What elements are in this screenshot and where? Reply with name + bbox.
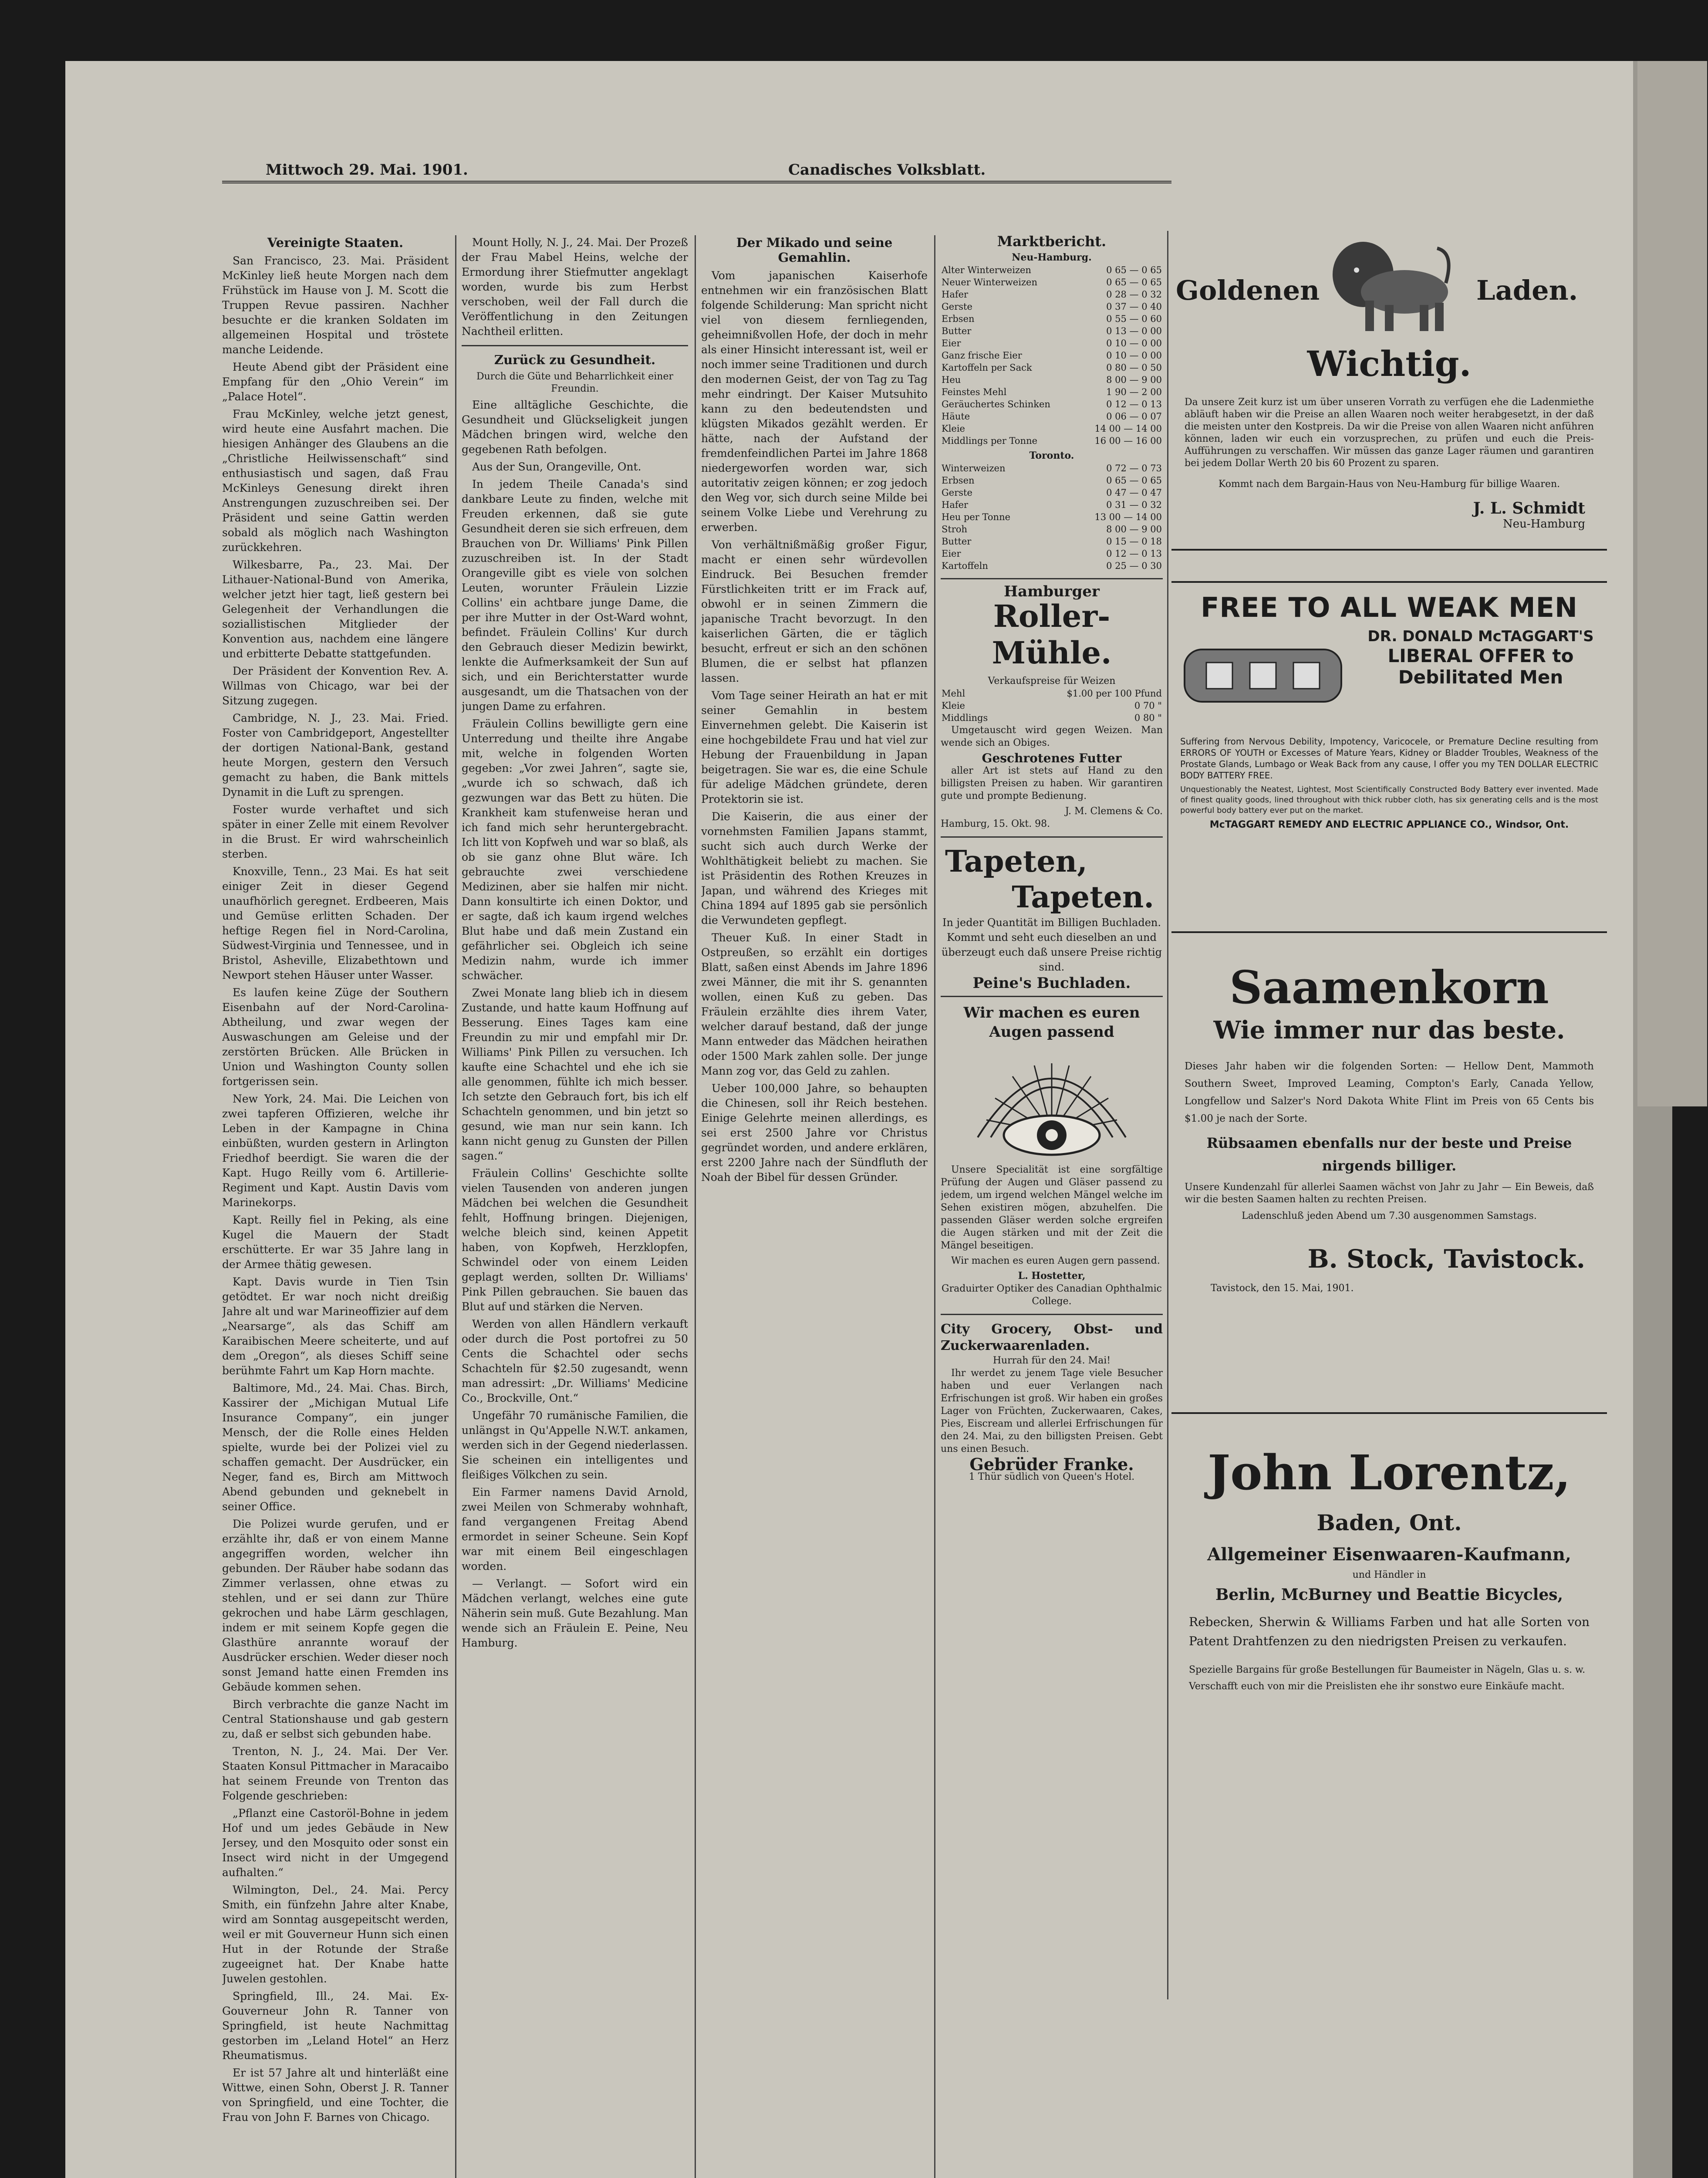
saamen-note: Unsere Kundenzahl für allerlei Saamen wächst von Jahr zu Jahr — Ein Beweis, daß wir die besten Saamen halten zu rechten Preisen. xyxy=(1185,1182,1594,1205)
column-divider xyxy=(934,235,935,2178)
golden-title: Wichtig. xyxy=(1307,343,1472,384)
mill-signature: J. M. Clemens & Co. xyxy=(1065,806,1163,817)
golden-invite: Kommt nach dem Bargain-Haus von Neu-Hamburg für billige Waaren. xyxy=(1218,479,1560,490)
weak-men-ad xyxy=(1171,581,1607,933)
price-row xyxy=(941,487,1163,499)
article-paragraph: New York, 24. Mai. Die Leichen von zwei tapferen Offizieren, welche ihr Leben in der Kampagne in China einbüßten, wurden gestern in Arlington Friedhof beerdigt. Sie waren die der Kapt. Hugo Reilly vom 6. Artillerie-Regiment und Kapt. Austin Davis vom Marinekorps. xyxy=(222,1092,449,1209)
article-paragraph: Von verhältnißmäßig großer Figur, macht er einen sehr würdevollen Eindruck. Bei Besuchen fremder Fürstlichkeiten tritt er im Frack auf, obwohl er in seinen Zimmern die japanische Tracht bevorzugt. In den kaiserlichen Gärten, die er täglich besucht, erfreut er sich an den schönen Blumen, die er selbst hat pflanzen lassen. xyxy=(701,538,928,684)
tapeten-title-1: Tapeten, xyxy=(945,844,1087,879)
col2-heading: Zurück zu Gesundheit. xyxy=(494,352,656,367)
price-row xyxy=(941,337,1163,349)
article-paragraph: Eine alltägliche Geschichte, die Gesundheit und Glückseligkeit jungen Mädchen bringen wird, welche den gegebenen Rath befolgen. xyxy=(462,399,688,456)
price-item: Heu per Tonne xyxy=(942,512,1011,522)
price-row xyxy=(941,398,1163,410)
price-item: Butter xyxy=(942,536,972,547)
grocery-text: Ihr werdet zu jenem Tage viele Besucher haben und euer Verlangen nach Erfrischungen ist groß. Wir haben ein großes Lager von Früchten, Zuckerwaaren, Cakes, Pies, Eiscream und allerlei Erfrischungen für den 24. Mai, zu den billigsten Preisen. Gebt uns einen Besuch. xyxy=(941,1368,1163,1454)
price-item: Hafer xyxy=(942,289,969,300)
article-paragraph: Ueber 100,000 Jahre, so behaupten die Chinesen, soll ihr Reich bestehen. Einige Gelehrte meinen allerdings, es sei erst 2500 Jahre vor Christus gegründet worden, und andere erklären, erst 2200 Jahre nach der Sündfluth der Noah der Bibel für dessen Gründer. xyxy=(701,1082,928,1184)
price-value: 0 10 — 0 00 xyxy=(1106,338,1162,348)
market-title: Marktbericht. xyxy=(997,235,1107,250)
augen-title-person: Graduirter Optiker des Canadian Ophthalmic College. xyxy=(942,1283,1162,1307)
mill-price-table xyxy=(941,687,1163,724)
col1-heading: Vereinigte Staaten. xyxy=(267,235,404,250)
price-value: 14 00 — 14 00 xyxy=(1094,423,1162,434)
price-value: 0 15 — 0 18 xyxy=(1106,536,1162,547)
col1-body xyxy=(222,254,449,2125)
price-item: Gerste xyxy=(942,487,972,498)
article-paragraph: Fräulein Collins bewilligte gern eine Unterredung und theilte ihre Angabe mit, welche in folgenden Worten gegeben: „Vor zwei Jahren“, sagte sie, „wurde ich so schwach, daß ich gezwungen war das Bett zu hüten. Die Krankheit kam stufenweise heran und ich fand mich sehr heruntergebracht. Ich litt von Kopfweh und war so blaß, als ob sie ganz ohne Blut wäre. Ich gebrauchte zwei verschiedene Medizinen, aber sie halfen mir nicht. Dann konsultirte ich einen Doktor, und er sagte, daß ich kaum irgend welches Blut habe und daß mein Zustand ein gefährlicher sei. Obgleich ich seine Medizin nahm, wurde ich immer schwächer. xyxy=(462,717,688,982)
price-row xyxy=(941,700,1163,712)
price-item: Alter Winterweizen xyxy=(942,265,1031,275)
divider xyxy=(941,996,1163,997)
article-paragraph: Cambridge, N. J., 23. Mai. Fried. Foster von Cambridgeport, Angestellter der dortigen National-Bank, gestand heute Morgen, gestern den Versuch gemacht zu haben, die Bank mittels Dynamit in die Luft zu sprengen. xyxy=(222,712,449,798)
price-row xyxy=(941,712,1163,724)
price-row xyxy=(941,523,1163,535)
price-row xyxy=(941,288,1163,301)
price-row xyxy=(941,410,1163,423)
col2-body xyxy=(462,398,688,1650)
price-value: 0 12 — 0 13 xyxy=(1106,399,1162,409)
price-row xyxy=(941,435,1163,447)
article-paragraph: Es laufen keine Züge der Southern Eisenbahn auf der Nord-Carolina-Abtheilung, und zwar wegen der Auswaschungen am Geleise und der zerstörten Brücken. Alle Brücken in Union und Washington County sollen fortgerissen sein. xyxy=(222,986,449,1088)
price-item: Kleie xyxy=(942,700,965,711)
price-value: 0 70 " xyxy=(1134,700,1162,711)
saamen-subtitle: Wie immer nur das beste. xyxy=(1213,1016,1565,1045)
price-value: 0 13 — 0 00 xyxy=(1106,326,1162,336)
price-row xyxy=(941,535,1163,548)
column-1 xyxy=(222,235,449,2178)
price-item: Stroh xyxy=(942,524,968,534)
price-item: Middlings per Tonne xyxy=(942,436,1038,446)
augen-note: Wir machen es euren Augen gern passend. xyxy=(951,1255,1160,1266)
golden-place: Neu-Hamburg xyxy=(1503,517,1585,531)
lorentz-bikes: Berlin, McBurney und Beattie Bicycles, xyxy=(1215,1586,1563,1604)
price-item: Neuer Winterweizen xyxy=(942,277,1037,287)
article-paragraph: Knoxville, Tenn., 23 Mai. Es hat seit einiger Zeit in dieser Gegend unaufhörlich geregnet. Erdbeeren, Mais und Gemüse erlitten Schaden. Der heftige Regen fiel in Nord-Carolina, Südwest-Virginia und Tennessee, und in Bristol, Asheville, Elizabethtown und Newport stehen Häuser unter Wasser. xyxy=(222,865,449,981)
price-value: 0 72 — 0 73 xyxy=(1106,463,1162,473)
price-value: 1 90 — 2 00 xyxy=(1106,387,1162,397)
article-paragraph: Foster wurde verhaftet und sich später in einer Zelle mit einem Revolver in die Brust. Er wird wahrscheinlich sterben. xyxy=(222,803,449,860)
price-item: Kleie xyxy=(942,423,965,434)
price-row xyxy=(941,474,1163,487)
adjacent-page-strip xyxy=(1637,61,1707,1106)
price-row xyxy=(941,423,1163,435)
price-row xyxy=(941,374,1163,386)
augen-text: Unsere Specialität ist eine sorgfältige Prüfung der Augen und Gläser passend zu jedem, um irgend welchen Mängel welche im Sehen existiren mögen, abzuhelfen. Die passenden Gläser werden solche ergreifen die Augen stärken und mit der Zeit die Mängel beseitigen. xyxy=(941,1164,1163,1251)
price-item: Heu xyxy=(942,375,961,385)
article-paragraph: Theuer Kuß. In einer Stadt in Ostpreußen, so erzählt ein dortiges Blatt, saßen einst Abends im Jahre 1896 zwei Männer, die mit ihr S. genannten wollen, einen Kuß zu geben. Das Fräulein erzählte dies ihrem Vater, welcher darauf bestand, daß der junge Mann entweder das Mädchen heirathen oder 1500 Mark zahlen solle. Der junge Mann zog vor, das Geld zu zahlen. xyxy=(701,931,928,1077)
running-header xyxy=(65,161,1171,179)
saamen-text: Dieses Jahr haben wir die folgenden Sorten: — Hellow Dent, Mammoth Southern Sweet, Improved Leaming, Compton's Early, Canada Yellow, Longfellow und Salzer's Nord Dakota White Flint im Preis von 65 Cents bis $1.00 je nach der Sorte. xyxy=(1185,1061,1594,1124)
ads-column xyxy=(1171,231,1607,1973)
article-paragraph: Der Präsident der Konvention Rev. A. Willmas von Chicago, war bei der Sitzung zugegen. xyxy=(222,665,449,707)
mill-note: Umgetauscht wird gegen Weizen. Man wende sich an Obiges. xyxy=(941,725,1163,748)
column-4 xyxy=(941,235,1163,2178)
lorentz-place: Baden, Ont. xyxy=(1316,1510,1462,1535)
article-paragraph: Springfield, Ill., 24. Mai. Ex-Gouverneur John R. Tanner von Springfield, ist heute Nachmittag gestorben im „Leland Hotel“ an Herz Rheumatismus. xyxy=(222,1990,449,2062)
saamen-date: Tavistock, den 15. Mai, 1901. xyxy=(1211,1283,1354,1294)
futter-text: aller Art ist stets auf Hand zu den billigsten Preisen zu haben. Wir garantiren gute und prompte Bedienung. xyxy=(941,765,1163,802)
augen-name: L. Hostetter, xyxy=(1018,1270,1086,1282)
price-value: 0 12 — 0 13 xyxy=(1106,548,1162,559)
article-paragraph: Die Kaiserin, die aus einer der vornehmsten Familien Japans stammt, sucht sich auch durch Werke der Wohlthätigkeit beliebt zu machen. Sie ist Präsidentin des Rothen Kreuzes in Japan, und während des Krieges mit China 1894 auf 1895 gab sie persönlich die Verwundeten gepflegt. xyxy=(701,810,928,927)
golden-left-word: Goldenen xyxy=(1176,274,1320,306)
market-toronto-title: Toronto. xyxy=(1029,450,1074,461)
col2-intro: Mount Holly, N. J., 24. Mai. Der Prozeß der Frau Mabel Heins, welche der Ermordung ihrer Stiefmutter angeklagt worden, wurde bis zum Herbst verschoben, weil der Fall durch die Veröffentlichung in den Zeitungen Nachtheil erlitten. xyxy=(462,236,688,338)
header-date: Mittwoch 29. Mai. 1901. xyxy=(266,161,468,179)
price-row xyxy=(941,325,1163,337)
weakmen-body2: Unquestionably the Neatest, Lightest, Most Scientifically Constructed Body Battery ever invented. Made of finest quality goods, lined throughout with thick rubber cloth, has six generating cells and is the most powerful body battery ever put on the market. xyxy=(1180,785,1598,815)
lorentz-and: und Händler in xyxy=(1352,1569,1426,1580)
price-value: 13 00 — 14 00 xyxy=(1094,512,1162,522)
price-item: Mehl xyxy=(942,688,965,699)
divider xyxy=(941,578,1163,579)
price-value: 8 00 — 9 00 xyxy=(1106,524,1162,534)
price-value: 0 31 — 0 32 xyxy=(1106,500,1162,510)
header-paper-name: Canadisches Volksblatt. xyxy=(788,161,986,179)
column-divider xyxy=(1167,231,1168,1999)
article-paragraph: Trenton, N. J., 24. Mai. Der Ver. Staaten Konsul Pittmacher in Maracaibo hat seinem Freunde von Trenton das Folgende geschrieben: xyxy=(222,1745,449,1802)
grocery-hurrah: Hurrah für den 24. Mai! xyxy=(992,1355,1111,1366)
lion-icon xyxy=(1324,235,1455,335)
article-paragraph: Ein Farmer namens David Arnold, zwei Meilen von Schmeraby wohnhaft, fand vergangenen Freitag Abend ermordet in seiner Scheune. Sein Kopf war mit einem Beil eingeschlagen worden. xyxy=(462,1486,688,1573)
golden-laden-ad xyxy=(1171,231,1607,551)
price-value: 0 25 — 0 30 xyxy=(1106,561,1162,571)
market-table-toronto xyxy=(941,462,1163,572)
column-divider xyxy=(695,235,696,2178)
article-paragraph: Zwei Monate lang blieb ich in diesem Zustande, und hatte kaum Hoffnung auf Besserung. Eines Tages kam eine Freundin zu mir und empfahl mir Dr. Williams' Pink Pillen zu versuchen. Ich kaufte eine Schachtel und ehe ich sie alle genommen, fühlte ich mich besser. Ich setzte den Gebrauch fort, bis ich elf Schachteln genommen, und bin jetzt so gesund, wie man nur sein kann. Ich kann nicht genug zu Gunsten der Pillen sagen.“ xyxy=(462,987,688,1162)
eye-illustration-icon xyxy=(969,1046,1134,1159)
price-item: Feinstes Mehl xyxy=(942,387,1007,397)
price-row xyxy=(941,548,1163,560)
lorentz-ad xyxy=(1171,1440,1607,1928)
article-paragraph: Fräulein Collins' Geschichte sollte vielen Tausenden von anderen jungen Mädchen bei welchen die Gesundheit fehlt, Hoffnung bringen. Diejenigen, welche bleich sind, keinen Appetit haben, von Kopfweh, Herzklopfen, Schwindel oder von einem Leiden geplagt werden, sollten Dr. Williams' Pink Pillen gebrauchen. Sie bauen das Blut auf und stärken die Nerven. xyxy=(462,1167,688,1313)
price-item: Middlings xyxy=(942,713,988,723)
price-value: 0 10 — 0 00 xyxy=(1106,350,1162,361)
tapeten-shop: Peine's Buchladen. xyxy=(972,974,1131,992)
market-table-neuhamburg xyxy=(941,264,1163,447)
article-paragraph: Werden von allen Händlern verkauft oder durch die Post portofrei zu 50 Cents die Schachtel oder sechs Schachteln für $2.50 zugesandt, wenn man adressirt: „Dr. Williams' Medicine Co., Brockville, Ont.“ xyxy=(462,1318,688,1404)
divider xyxy=(941,836,1163,838)
augen-title: Wir machen es euren Augen passend xyxy=(963,1004,1140,1041)
article-paragraph: Baltimore, Md., 24. Mai. Chas. Birch, Kassirer der „Michigan Mutual Life Insurance Company“, ein junger Mensch, der die Rolle eines Helden spielte, wurde bei der Polizei viel zu schaffen gemacht. Der Ausdrücker, ein Neger, fand es, Birch am Mittwoch Abend gebunden und geknebelt in seiner Office. xyxy=(222,1382,449,1513)
saamen-title: Saamenkorn xyxy=(1229,960,1549,1014)
article-paragraph: Aus der Sun, Orangeville, Ont. xyxy=(472,460,641,473)
price-row xyxy=(941,264,1163,276)
saamen-closing: Ladenschluß jeden Abend um 7.30 ausgenommen Samstags. xyxy=(1242,1211,1537,1221)
weakmen-body: Suffering from Nervous Debility, Impotency, Varicocele, or Premature Decline resulting from ERRORS OF YOUTH or Excesses of Mature Years, Kidney or Bladder Troubles, Weakness of the Prostate Glands, Lumbago or Weak Back from any cause, I offer you my TEN DOLLAR ELECTRIC BODY BATTERY FREE. xyxy=(1180,736,1598,781)
column-3 xyxy=(701,235,928,2178)
col2-subheading: Durch die Güte und Beharrlichkeit einer Freundin. xyxy=(476,371,673,394)
price-value: 0 80 " xyxy=(1134,713,1162,723)
price-value: 0 80 — 0 50 xyxy=(1106,362,1162,373)
price-item: Eier xyxy=(942,548,961,559)
divider xyxy=(941,1314,1163,1315)
mill-line-3: Mühle. xyxy=(992,635,1112,671)
article-paragraph: Frau McKinley, welche jetzt genest, wird heute eine Ausfahrt machen. Die hiesigen Anhänger des Glaubens an die „Christliche Heilwissenschaft“ sind enthusiastisch und sagen, daß Frau McKinleys Genesung direkt ihren Anstrengungen zuzuschreiben sei. Der Präsident und seine Gattin werden sobald als möglich nach Washington zurückkehren. xyxy=(222,408,449,554)
article-paragraph: Die Polizei wurde gerufen, und er erzählte ihr, daß er von einem Manne angegriffen worden, welcher ihn gebunden. Der Räuber habe sodann das Zimmer verlassen, ohne etwas zu stehlen, und er sei dann zur Thüre gekrochen und habe Lärm geschlagen, indem er mit seinem Kopfe gegen die Glasthüre anrannte worauf der Ausdrücker erschien. Weder dieser noch sonst Jemand hatte einen Fremden ins Gebäude kommen sehen. xyxy=(222,1518,449,1693)
price-value: 0 65 — 0 65 xyxy=(1106,265,1162,275)
article-paragraph: Wilkesbarre, Pa., 23. Mai. Der Lithauer-National-Bund von Amerika, welcher jetzt hier tagt, ließ gestern bei Gelegenheit der Verhandlungen die soziallistischen Mitglieder der Konvention aus, nachdem eine längere und erbitterte Debatte stattgefunden. xyxy=(222,558,449,660)
weakmen-line4: Debilitated Men xyxy=(1398,666,1563,688)
price-item: Gerste xyxy=(942,301,972,312)
price-row xyxy=(941,313,1163,325)
header-rule xyxy=(222,181,1171,183)
article-paragraph: Ungefähr 70 rumänische Familien, die unlängst in Qu'Appelle N.W.T. ankamen, werden sich in der Gegend niederlassen. Sie scheinen ein intelligentes und fleißiges Völkchen zu sein. xyxy=(462,1409,688,1481)
tapeten-title-2: Tapeten. xyxy=(1012,880,1154,915)
body-battery-icon xyxy=(1180,632,1346,719)
price-value: $1.00 per 100 Pfund xyxy=(1067,688,1162,699)
mill-line-2: Roller- xyxy=(993,598,1111,634)
price-value: 0 65 — 0 65 xyxy=(1106,277,1162,287)
tapeten-text: In jeder Quantität im Billigen Buchladen. Kommt und seht euch dieselben an und überzeugt euch daß unsere Preise richtig sind. xyxy=(941,917,1162,973)
price-value: 16 00 — 16 00 xyxy=(1094,436,1162,446)
article-paragraph: San Francisco, 23. Mai. Präsident McKinley ließ heute Morgen nach dem Frühstück im Hause von J. M. Scott die Truppen Revue passiren. Nachher besuchte er die kranken Soldaten im allgemeinen Hospital und tröstete manche Leidende. xyxy=(222,254,449,356)
article-paragraph: Kapt. Davis wurde in Tien Tsin getödtet. Er war noch nicht dreißig Jahre alt und war Marineoffizier auf dem „Nearsarge“, als das Schiff am Karaibischen Meere scheiterte, und auf dem „Oregon“, als dieses Schiff seine berühmte Fahrt um Kap Horn machte. xyxy=(222,1275,449,1377)
price-item: Eier xyxy=(942,338,961,348)
article-paragraph: Er ist 57 Jahre alt und hinterläßt eine Wittwe, einen Sohn, Oberst J. R. Tanner von Springfield, und eine Tochter, die Frau von John F. Barnes von Chicago. xyxy=(222,2066,449,2124)
article-paragraph: Vom Tage seiner Heirath an hat er mit seiner Gemahlin in bestem Einvernehmen gelebt. Die Kaiserin ist eine hochgebildete Frau und hat viel zur Hebung der Frauenbildung in Japan beigetragen. Sie war es, die eine Schule für adelige Mädchen gründete, deren Protektorin sie ist. xyxy=(701,689,928,805)
price-row xyxy=(941,511,1163,523)
price-value: 0 47 — 0 47 xyxy=(1106,487,1162,498)
article-paragraph: Wilmington, Del., 24. Mai. Percy Smith, ein fünfzehn Jahre alter Knabe, wird am Sonntag ausgepeitscht werden, weil er mit Gouverneur Hunn sich einen Hut in der Rotunde der Straße zugeeignet hat. Der Knabe hatte Juwelen gestohlen. xyxy=(222,1884,449,1985)
col3-body xyxy=(701,268,928,1185)
price-item: Häute xyxy=(942,411,970,422)
price-row xyxy=(941,560,1163,572)
article-paragraph: Vom japanischen Kaiserhofe entnehmen wir ein französischen Blatt folgende Schilderung: Man spricht nicht viel von diesem fernliegenden, geheimnißvollen Hofe, der doch in mehr als einer Hinsicht interessant ist, weil er noch immer seine Traditionen und durch den modernen Geist, der von Tag zu Tag mehr eindringt. Der Kaiser Mutsuhito kann zu den bedeutendsten und klügsten Mikados gezählt werden. Er hätte, nach der Aufstand der fremdenfeindlichen Partei im Jahre 1868 niedergeworfen worden war, sich autoritativ zeigen können; er zog jedoch den Weg vor, sich durch seine Milde bei seinem Volke Liebe und Verehrung zu erwerben. xyxy=(701,269,928,534)
grocery-title: City Grocery, Obst- und Zuckerwaarenladen. xyxy=(941,1322,1163,1353)
saamenkorn-ad xyxy=(1171,950,1607,1414)
price-row xyxy=(941,362,1163,374)
price-row xyxy=(941,386,1163,398)
weakmen-line2: DR. DONALD McTAGGART'S xyxy=(1367,628,1594,645)
price-item: Geräuchertes Schinken xyxy=(942,399,1050,409)
market-neuhamburg-title: Neu-Hamburg. xyxy=(1012,252,1092,263)
price-row xyxy=(941,301,1163,313)
golden-text: Da unsere Zeit kurz ist um über unseren Vorrath zu verfügen ehe die Ladenmiethe abläuft haben wir die Preise an allen Waaren noch weiter herabgesetzt, in der daß die meisten unter den Kostpreis. Da wir die Preise von allen Waaren nicht anführen können, laden wir euch ein vorzusprechen, zu prüfen und euch die Preis-Aufführungen zu verschaffen. Wir müssen das ganze Lager räumen und garantiren bei jedem Dollar Werth 20 bis 60 Prozent zu sparen. xyxy=(1185,397,1594,469)
price-row xyxy=(941,687,1163,700)
mill-place: Hamburg, 15. Okt. 98. xyxy=(941,818,1050,829)
lorentz-name: John Lorentz, xyxy=(1208,1444,1571,1501)
price-item: Winterweizen xyxy=(942,463,1006,473)
price-row xyxy=(941,349,1163,362)
mill-line-1: Hamburger xyxy=(1004,583,1100,600)
lorentz-special: Spezielle Bargains für große Bestellungen für Baumeister in Nägeln, Glas u. s. w. xyxy=(1189,1664,1586,1675)
price-item: Kartoffeln per Sack xyxy=(942,362,1032,373)
article-paragraph: Kapt. Reilly fiel in Peking, als eine Kugel die Mauern der Stadt erschütterte. Er war 35 Jahre lang in der Armee thätig gewesen. xyxy=(222,1214,449,1271)
price-value: 0 65 — 0 65 xyxy=(1106,475,1162,486)
weakmen-line3: LIBERAL OFFER to xyxy=(1387,645,1574,666)
lorentz-trade: Allgemeiner Eisenwaaren-Kaufmann, xyxy=(1207,1544,1571,1565)
weakmen-headline: FREE TO ALL WEAK MEN xyxy=(1201,592,1578,623)
golden-signature: J. L. Schmidt xyxy=(1473,499,1585,517)
price-value: 8 00 — 9 00 xyxy=(1106,375,1162,385)
price-value: 0 06 — 0 07 xyxy=(1106,411,1162,422)
article-paragraph: Birch verbrachte die ganze Nacht im Central Stationshause und gab gestern zu, daß er selbst sich gebunden habe. xyxy=(222,1698,449,1740)
price-item: Butter xyxy=(942,326,972,336)
saamen-also: Rübsaamen ebenfalls nur der beste und Preise nirgends billiger. xyxy=(1206,1135,1572,1174)
price-value: 0 28 — 0 32 xyxy=(1106,289,1162,300)
weakmen-company: McTAGGART REMEDY AND ELECTRIC APPLIANCE CO., Windsor, Ont. xyxy=(1209,819,1569,830)
price-row xyxy=(941,499,1163,511)
article-paragraph: — Verlangt. — Sofort wird ein Mädchen verlangt, welches eine gute Näherin sein muß. Gute Bezahlung. Man wende sich an Fräulein E. Peine, Neu Hamburg. xyxy=(462,1577,688,1649)
price-item: Erbsen xyxy=(942,475,975,486)
newspaper-page xyxy=(65,61,1633,2178)
price-item: Ganz frische Eier xyxy=(942,350,1022,361)
col3-heading: Der Mikado und seine Gemahlin. xyxy=(736,235,893,265)
price-value: 0 55 — 0 60 xyxy=(1106,314,1162,324)
grocery-firm: Gebrüder Franke. xyxy=(969,1454,1134,1474)
price-row xyxy=(941,462,1163,474)
article-paragraph: „Pflanzt eine Castoröl-Bohne in jedem Hof und um jedes Gebäude in New Jersey, und den Mosquito oder sonst ein Insect wird nicht in der Umgegend aufhalten.“ xyxy=(222,1807,449,1879)
grocery-address: 1 Thür südlich von Queen's Hotel. xyxy=(969,1471,1135,1482)
column-2 xyxy=(462,235,688,2178)
saamen-signature: B. Stock, Tavistock. xyxy=(1307,1244,1585,1274)
price-item: Kartoffeln xyxy=(942,561,988,571)
divider xyxy=(462,345,688,346)
price-item: Erbsen xyxy=(942,314,975,324)
lorentz-text: Rebecken, Sherwin & Williams Farben und hat alle Sorten von Patent Drahtfenzen zu den niedrigsten Preisen zu verkaufen. xyxy=(1189,1615,1590,1648)
futter-title: Geschrotenes Futter xyxy=(982,751,1122,765)
column-divider xyxy=(455,235,456,2178)
mill-prices-head: Verkaufspreise für Weizen xyxy=(988,676,1116,687)
price-row xyxy=(941,276,1163,288)
golden-right-word: Laden. xyxy=(1476,274,1578,306)
lorentz-closing: Verschafft euch von mir die Preislisten ehe ihr sonstwo eure Einkäufe macht. xyxy=(1189,1681,1565,1692)
price-item: Hafer xyxy=(942,500,969,510)
article-paragraph: Heute Abend gibt der Präsident eine Empfang für den „Ohio Verein“ im „Palace Hotel“. xyxy=(222,361,449,403)
price-value: 0 37 — 0 40 xyxy=(1106,301,1162,312)
article-paragraph: In jedem Theile Canada's sind dankbare Leute zu finden, welche mit Freuden erkennen, daß sie gute Gesundheit deren sie sich erfreuen, dem Brauchen von Dr. Williams' Pink Pillen zuzuschreiben ist. In der Stadt Orangeville gibt es viele von solchen Leuten, worunter Fräulein Lizzie Collins' ein achtbare junge Dame, die per ihre Mutter in der Ost-Ward wohnt, befindet. Fräulein Collins' Kur durch den Gebrauch dieser Medizin bewirkt, lenkte die Aufmerksamkeit der Sun auf sich, und ein Berichterstatter wurde ausgesandt, um die Thatsachen von der jungen Dame zu erfahren. xyxy=(462,478,688,713)
